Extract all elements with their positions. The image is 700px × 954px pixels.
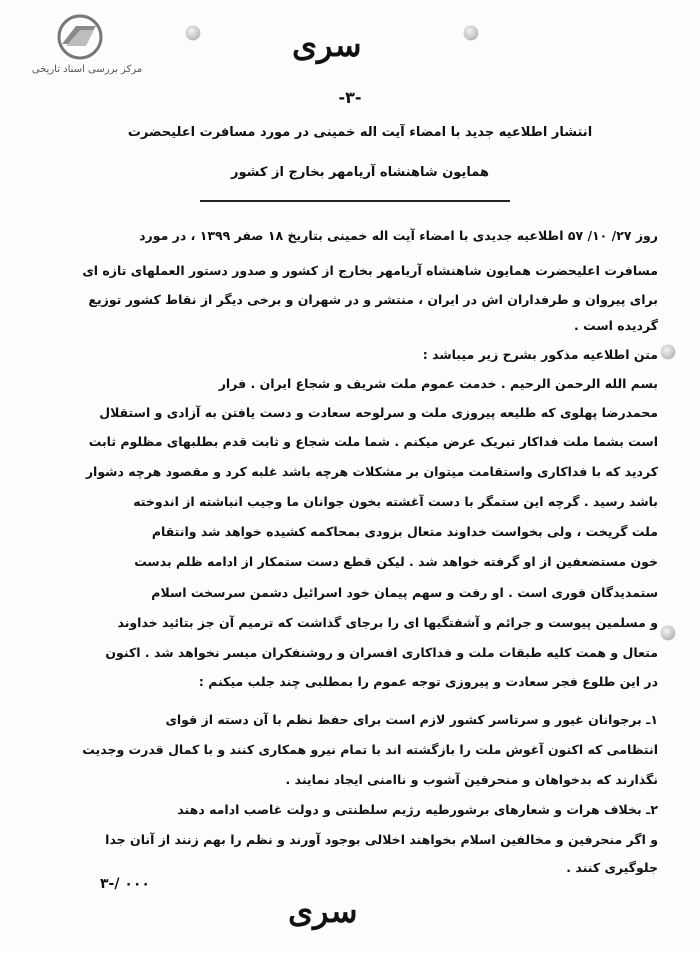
paragraph-line: ۱ـ برجوانان غیور و سرتاسر کشور لازم است برای حفظ نظم با آن دسته از قوای xyxy=(165,712,658,727)
paragraph-line: محمدرضا پهلوی که طلیعه پیروزی ملت و سرلوحه سعادت و دست یافتن به آزادی و استقلال xyxy=(99,405,658,420)
paragraph-line: ۲ـ بخلاف هرات و شعارهای برشورطیه رژیم سلطنتی و دولت غاصب ادامه دهند xyxy=(177,802,658,817)
paragraph-line: انتظامی که اکنون آغوش ملت را بازگشته اند با تمام نیرو همکاری کنند و با کمال قدرت وجدیت xyxy=(82,742,658,757)
paragraph-line: خون مستضعفین از او گرفته خواهد شد . لیکن قطع دست ستمکار از ادامه ظلم بدست xyxy=(134,554,658,569)
paragraph-line: و مسلمین پیوست و جرائم و آشفتگیها ای را برجای گذاشت که ترمیم آن جز بتائید خداوند xyxy=(117,615,658,630)
paragraph-line: گردیده است . xyxy=(573,318,658,333)
archive-logo xyxy=(50,14,110,60)
classification-stamp-top: سری xyxy=(292,26,362,64)
paragraph-line: کردید که با فداکاری واستقامت میتوان بر مشکلات هرچه باشد غلبه کرد و مقصود هرچه دشوار xyxy=(85,464,658,479)
document-number: ۳-/ ۰۰۰ xyxy=(100,876,150,892)
paragraph-line: برای پیروان و طرفداران اش در ایران ، منتشر و در شهران و برخی دیگر از نقاط کشور توزیع xyxy=(88,292,658,307)
paragraph-line: است بشما ملت فداکار تبریک عرض میکنم . شما ملت شجاع و ثابت قدم بطلبهای مظلوم ثابت xyxy=(88,434,658,449)
page-number: -۳- xyxy=(338,88,362,107)
paragraph-line: مسافرت اعلیحضرت همایون شاهنشاه آریامهر بخارج از کشور و صدور دستور العملهای تازه ای xyxy=(82,263,658,278)
punch-hole xyxy=(186,26,200,40)
classification-stamp-bottom: سری xyxy=(288,892,358,930)
punch-hole xyxy=(661,345,675,359)
paragraph-line: در این طلوع فجر سعادت و پیروزی توجه عموم را بمطلبی چند جلب میکنم : xyxy=(198,674,658,689)
paragraph-line: متن اطلاعیه مذکور بشرح زیر میباشد : xyxy=(422,347,658,362)
punch-hole xyxy=(464,26,478,40)
paragraph-line: ستمدیدگان فوری است . او رفت و سهم پیمان خود اسرائیل دشمن سرسخت اسلام xyxy=(151,585,658,600)
title-underline xyxy=(200,200,510,202)
archive-name: مرکز بررسی اسناد تاریخی xyxy=(31,64,143,75)
paragraph-line: جلوگیری کنند . xyxy=(566,860,658,875)
paragraph-line: باشد رسید . گرچه این ستمگر با دست آغشته بخون جوانان ما وجیب انباشته از اندوخته xyxy=(133,494,658,509)
paragraph-line: بسم الله الرحمن الرحیم . خدمت عموم ملت شریف و شجاع ایران . فرار xyxy=(218,376,658,391)
paragraph-line: روز ۲۷/ ۱۰/ ۵۷ اطلاعیه جدیدی با امضاء آیت اله خمینی بتاریخ ۱۸ صفر ۱۳۹۹ ، در مورد xyxy=(139,228,658,243)
document-title-line-1: انتشار اطلاعیه جدید با امضاء آیت اله خمینی در مورد مسافرت اعلیحضرت xyxy=(127,125,593,140)
paragraph-line: نگذارند که بدخواهان و منحرفین آشوب و ناامنی ایجاد نمایند . xyxy=(285,772,658,787)
paragraph-line: و اگر منحرفین و مخالفین اسلام بخواهند اخلالی بوجود آورند و نظم را بهم زنند از آنان جدا xyxy=(105,832,658,847)
punch-hole xyxy=(661,626,675,640)
document-title-line-2: همایون شاهنشاه آریامهر بخارج از کشور xyxy=(231,165,489,180)
paragraph-line: متعال و همت کلیه طبقات ملت و فداکاری افسران و روشنفکران میسر نخواهد شد . اکنون xyxy=(105,645,658,660)
paragraph-line: ملت گریخت ، ولی بخواست خداوند متعال بزودی بمحاکمه کشیده خواهد شد وانتقام xyxy=(151,524,658,539)
